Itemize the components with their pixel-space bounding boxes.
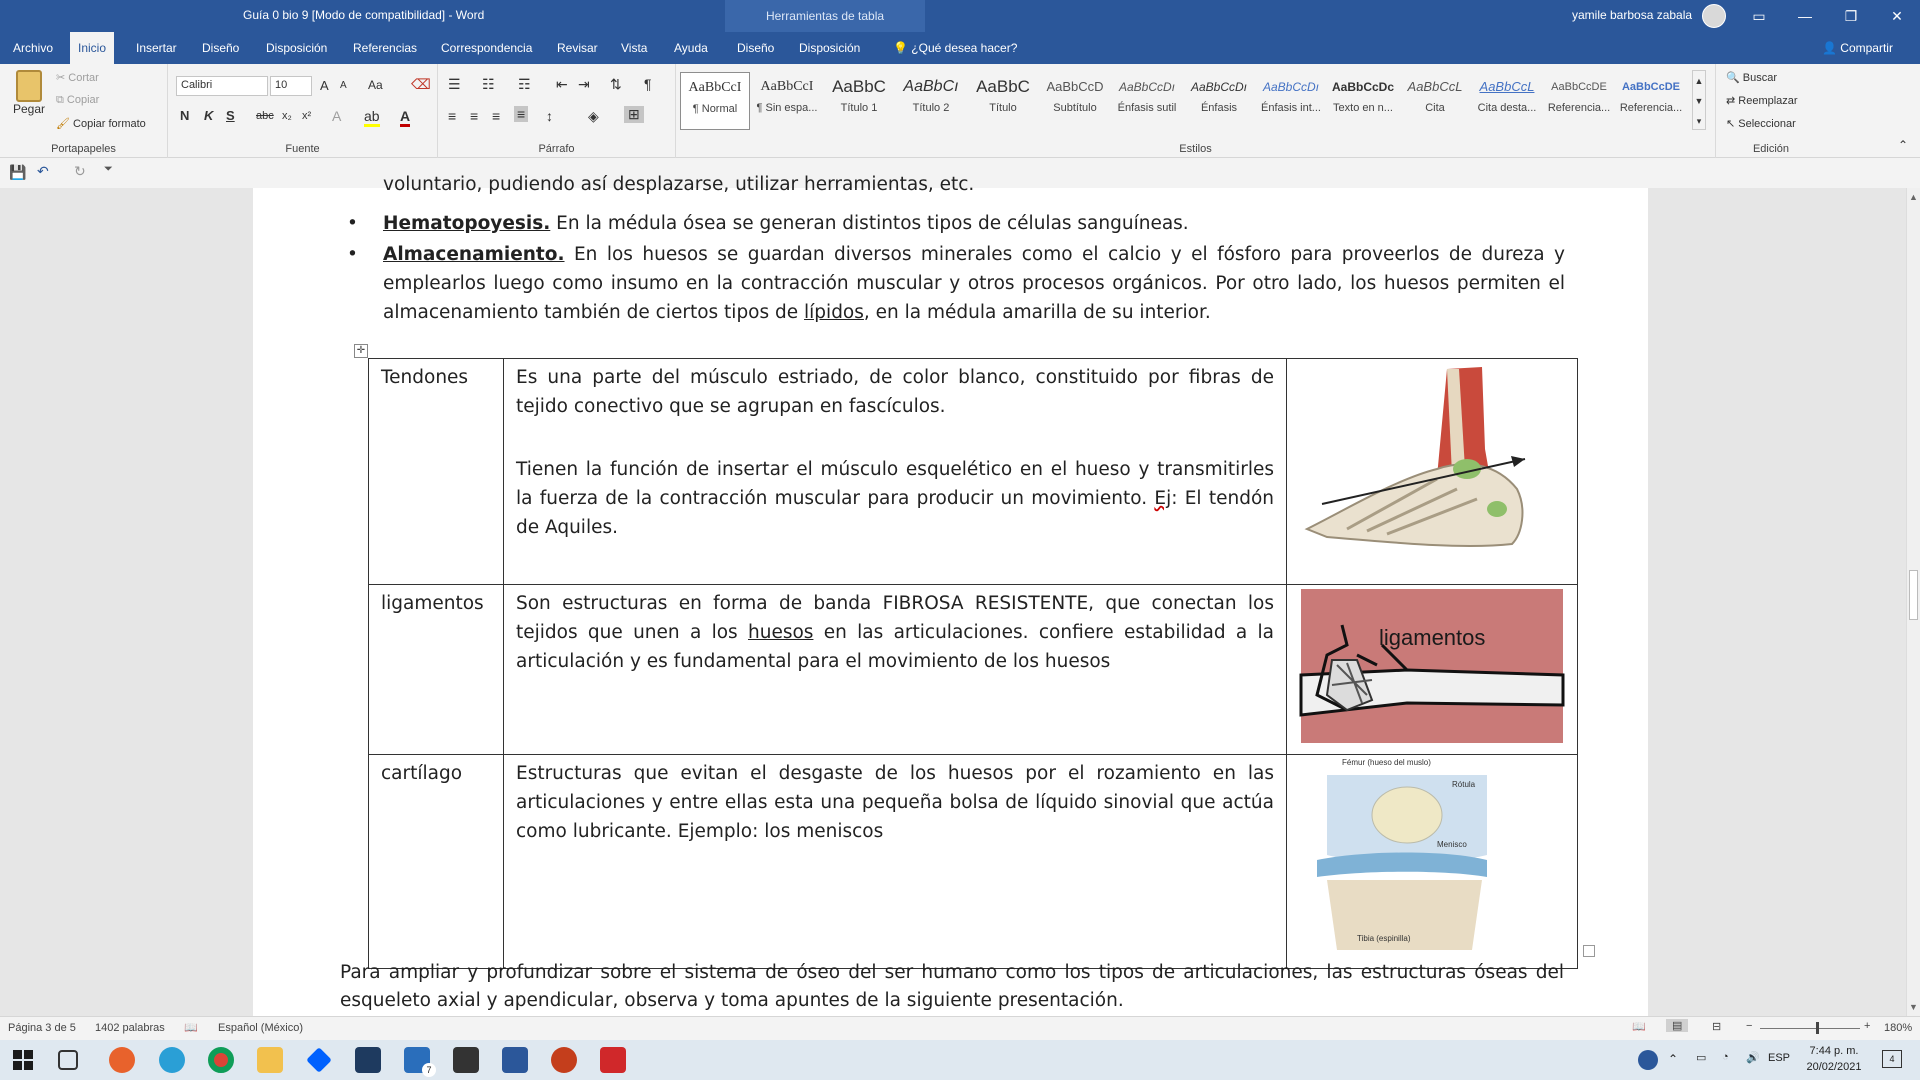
- tab-table-diseno[interactable]: Diseño: [737, 41, 775, 55]
- clear-format-icon[interactable]: ⌫: [411, 76, 431, 92]
- bold-button[interactable]: N: [180, 108, 190, 123]
- find-label: Buscar: [1742, 72, 1778, 84]
- style-preview: AaBbCcDı: [1190, 80, 1248, 94]
- scroll-down-icon[interactable]: ▼: [1909, 1002, 1918, 1012]
- web-layout-icon[interactable]: ⊟: [1712, 1021, 1722, 1033]
- cut-label: Cortar: [68, 72, 99, 84]
- grow-font-button[interactable]: A: [320, 78, 329, 93]
- context-tab-header: Herramientas de tabla: [725, 0, 925, 32]
- align-right-icon[interactable]: ≡: [492, 108, 501, 124]
- ie-icon[interactable]: [159, 1047, 185, 1073]
- styles-group: [676, 64, 1716, 158]
- document-area: [0, 174, 1906, 1016]
- bullet-text-end: , en la médula amarilla de su interior.: [863, 302, 1211, 323]
- tab-diseno[interactable]: Diseño: [202, 41, 240, 55]
- bullets-icon[interactable]: ☰: [448, 76, 461, 92]
- style-name: Subtítulo: [1053, 102, 1097, 114]
- proofing-icon[interactable]: 📖: [184, 1022, 198, 1034]
- word-count[interactable]: 1402 palabras: [95, 1022, 165, 1034]
- minimize-button[interactable]: —: [1798, 8, 1812, 24]
- heel-ligament: [1487, 501, 1507, 517]
- notifications-icon[interactable]: [1882, 1050, 1902, 1068]
- font-label: Fuente: [285, 143, 320, 155]
- tab-archivo[interactable]: Archivo: [13, 41, 54, 55]
- style-name: Énfasis: [1200, 102, 1238, 114]
- meniscus: [1317, 853, 1487, 878]
- replace-icon: ⇄: [1726, 95, 1739, 107]
- paste-label: Pegar: [12, 102, 46, 116]
- share-label: Compartir: [1840, 41, 1893, 55]
- tab-correspondencia[interactable]: Correspondencia: [441, 41, 533, 55]
- image-cell: [1287, 585, 1578, 755]
- description-cell: [504, 585, 1287, 755]
- style-name: Énfasis sutil: [1117, 102, 1177, 114]
- highlight-icon[interactable]: ab: [364, 108, 380, 127]
- style-titulo1[interactable]: [824, 72, 894, 130]
- knee-cartilage-illustration: [1287, 755, 1577, 959]
- description-text-end: : El tendón de Aquiles.: [516, 488, 1274, 538]
- vertical-scrollbar[interactable]: [1906, 188, 1920, 1016]
- bones-table: [368, 358, 1578, 969]
- task-view-icon[interactable]: [58, 1050, 78, 1070]
- store-icon[interactable]: [453, 1047, 479, 1073]
- font-name-select[interactable]: Calibri: [176, 76, 268, 96]
- redo-icon[interactable]: ↻: [74, 163, 86, 179]
- style-cita[interactable]: [1400, 72, 1470, 130]
- line-spacing-icon[interactable]: ↕: [546, 108, 553, 124]
- style-cita-destacada[interactable]: [1472, 72, 1542, 130]
- bullet-icon: •: [347, 244, 358, 265]
- style-preview: AaBbC: [832, 77, 886, 96]
- style-name: Referencia...: [1547, 102, 1611, 114]
- status-bar: [0, 1016, 1920, 1040]
- acrobat-icon[interactable]: [600, 1047, 626, 1073]
- tab-table-disposicion[interactable]: Disposición: [799, 41, 861, 55]
- bullet-term: Almacenamiento.: [383, 244, 565, 265]
- tibia-label: Tibia (espinilla): [1357, 934, 1411, 943]
- image-cell: [1287, 359, 1578, 585]
- file-explorer-icon[interactable]: [257, 1047, 283, 1073]
- style-preview: AaBbCcDı: [1262, 80, 1320, 94]
- style-preview: AaBbCcL: [1407, 79, 1463, 94]
- replace-label: Reemplazar: [1738, 95, 1798, 107]
- format-painter-button[interactable]: [56, 117, 146, 130]
- borders-icon[interactable]: ⊞: [624, 106, 644, 123]
- style-titulo[interactable]: [968, 72, 1038, 130]
- network-icon[interactable]: ▭: [1696, 1052, 1707, 1064]
- closing-paragraph: Para ampliar y profundizar sobre el sistema de óseo del ser humano como los tipos de articulaciones, las estructuras óseas del esqueleto axial y apendicular, observa y toma apuntes de la siguiente presentación.: [340, 962, 1564, 1011]
- clipboard-group: [0, 64, 168, 158]
- copy-label: Copiar: [66, 94, 100, 106]
- foot-tendon-illustration: [1287, 359, 1577, 575]
- decrease-indent-icon[interactable]: ⇤: [556, 76, 568, 92]
- mail-icon[interactable]: [404, 1047, 430, 1073]
- save-icon[interactable]: 💾: [9, 164, 27, 180]
- description-cell: Estructuras que evitan el desgaste de los huesos por el rozamiento en las articulaciones y entre ellas esta una pequeña bolsa de líquido sinovial que actúa como lubricante. Ejemplo: los meniscos: [504, 755, 1287, 969]
- document-page[interactable]: [253, 174, 1648, 1016]
- term-cell: Tendones: [369, 359, 504, 585]
- editing-group: [1716, 64, 1826, 158]
- paste-button[interactable]: [10, 70, 48, 116]
- share-button[interactable]: [1822, 32, 1893, 64]
- chrome-icon[interactable]: [208, 1047, 234, 1073]
- style-name: Título: [989, 102, 1017, 114]
- table-row: [369, 755, 1578, 969]
- cursor-icon: ↖: [1726, 118, 1739, 130]
- change-case-button[interactable]: Aa: [368, 78, 383, 92]
- top-line: voluntario, pudiendo así desplazarse, utilizar herramientas, etc.: [383, 174, 975, 195]
- mail-badge: 7: [422, 1063, 436, 1077]
- table-row: [369, 585, 1578, 755]
- bullet-text: En la médula ósea se generan distintos tipos de células sanguíneas.: [550, 213, 1189, 234]
- style-preview: AaBbCcI: [688, 80, 742, 95]
- style-enfasis[interactable]: [1184, 72, 1254, 130]
- rotula-label: Rótula: [1452, 780, 1476, 789]
- replace-button[interactable]: [1726, 94, 1798, 107]
- increase-indent-icon[interactable]: ⇥: [578, 76, 590, 92]
- style-preview: AaBbCcDE: [1551, 81, 1607, 93]
- zoom-level[interactable]: 180%: [1884, 1022, 1913, 1034]
- collapse-ribbon-icon[interactable]: ⌃: [1898, 138, 1909, 152]
- read-mode-icon[interactable]: 📖: [1632, 1021, 1646, 1033]
- style-name: Cita: [1425, 102, 1445, 114]
- shrink-font-button[interactable]: A: [340, 80, 347, 91]
- term-cell: cartílago: [369, 755, 504, 969]
- input-language[interactable]: ESP: [1768, 1052, 1791, 1064]
- ribbon-tabs: [0, 32, 1920, 64]
- style-name: Cita desta...: [1477, 102, 1537, 114]
- cut-button[interactable]: [56, 71, 99, 84]
- clipboard-label: Portapapeles: [51, 143, 116, 155]
- style-name: Título 2: [912, 102, 950, 114]
- volume-icon[interactable]: 🔊: [1746, 1052, 1760, 1064]
- ribbon: [0, 64, 1920, 158]
- find-button[interactable]: [1726, 71, 1777, 84]
- window-title: Guía 0 bio 9 [Modo de compatibilidad] - Word: [243, 8, 485, 22]
- customize-qat-icon[interactable]: ⏷: [104, 163, 113, 175]
- taskbar: [0, 1040, 1920, 1080]
- patella: [1372, 787, 1442, 843]
- style-name: Texto en n...: [1333, 102, 1393, 114]
- bullet-text: En los huesos se guardan diversos minerales como el calcio y el fósforo para proveerlos de dureza y emplearlos luego como insumo en la contracción muscular y otros procesos orgánicos. Por otro lado, los huesos permiten el almacenamiento también de ciertos tipos de: [383, 244, 1565, 323]
- underline-button[interactable]: S: [226, 108, 235, 123]
- image-cell: [1287, 755, 1578, 969]
- style-referencia-sutil[interactable]: [1544, 72, 1614, 130]
- tab-insertar[interactable]: Insertar: [136, 41, 177, 55]
- tab-inicio[interactable]: Inicio: [70, 32, 114, 64]
- undo-icon[interactable]: ↶: [37, 163, 49, 179]
- description-text-end: en las articulaciones. confiere estabilidad a la articulación y es fundamental para el movimiento de los huesos: [516, 622, 1275, 672]
- select-label: Seleccionar: [1738, 118, 1796, 130]
- subscript-button[interactable]: x₂: [282, 110, 292, 122]
- language-indicator[interactable]: Español (México): [218, 1022, 303, 1034]
- strikethrough-button[interactable]: abc: [256, 110, 274, 122]
- multilevel-list-icon[interactable]: ☶: [518, 76, 531, 92]
- zoom-out-icon[interactable]: −: [1746, 1020, 1753, 1032]
- scroll-thumb[interactable]: [1909, 570, 1918, 620]
- lipidos-link[interactable]: lípidos: [804, 302, 864, 323]
- notification-count: 4: [1889, 1054, 1895, 1064]
- femur-label: Fémur (hueso del muslo): [1342, 758, 1431, 767]
- search-icon: 🔍: [1726, 72, 1743, 84]
- app-icon[interactable]: [355, 1047, 381, 1073]
- style-texto-negrita[interactable]: [1328, 72, 1398, 130]
- user-name[interactable]: yamile barbosa zabala: [1572, 8, 1693, 22]
- style-referencia-intensa[interactable]: [1616, 72, 1686, 130]
- page-counter[interactable]: Página 3 de 5: [8, 1022, 76, 1034]
- description-paragraph: [516, 455, 1274, 542]
- firefox-icon[interactable]: [109, 1047, 135, 1073]
- description-text: Son estructuras en forma de banda FIBROSA RESISTENTE, que conectan los tejidos que unen a los: [516, 593, 1274, 643]
- style-preview: AaBbCcL: [1479, 79, 1535, 94]
- zoom-in-icon[interactable]: +: [1864, 1020, 1871, 1032]
- print-layout-icon[interactable]: ▤: [1666, 1019, 1688, 1032]
- wifi-icon[interactable]: ◔: [1722, 1051, 1729, 1063]
- description-cell: [504, 359, 1287, 585]
- style-name: Título 1: [840, 102, 878, 114]
- justify-icon[interactable]: ≡: [514, 106, 528, 122]
- tell-me-text: ¿Qué desea hacer?: [911, 41, 1018, 55]
- style-name: ¶ Normal: [692, 103, 738, 115]
- style-normal[interactable]: [680, 72, 750, 130]
- brush-icon: 🖌: [56, 118, 74, 130]
- close-button[interactable]: ✕: [1891, 8, 1903, 24]
- clock-date: 20/02/2021: [1806, 1061, 1862, 1073]
- tab-vista[interactable]: Vista: [621, 41, 648, 55]
- avatar[interactable]: [1702, 4, 1726, 28]
- sort-icon[interactable]: ⇅: [610, 76, 622, 92]
- bullet-almacenamiento: [383, 240, 1565, 327]
- shading-icon[interactable]: ◈: [588, 108, 599, 124]
- lightbulb-icon: 💡: [893, 41, 908, 55]
- select-button[interactable]: [1726, 117, 1796, 130]
- style-enfasis-intenso[interactable]: [1256, 72, 1326, 130]
- bullet-icon: •: [347, 213, 358, 234]
- spelling-error[interactable]: Ej: [1154, 488, 1172, 509]
- style-preview: AaBbCcI: [760, 79, 814, 94]
- style-name: Referencia...: [1619, 102, 1683, 114]
- menisco-label: Menisco: [1437, 840, 1467, 849]
- elbow-ligament-illustration: [1287, 585, 1577, 745]
- term-cell: ligamentos: [369, 585, 504, 755]
- ligamentos-image-label: ligamentos: [1379, 625, 1486, 650]
- table-resize-handle-icon[interactable]: [1583, 945, 1595, 957]
- align-center-icon[interactable]: ≡: [470, 108, 479, 124]
- scroll-up-icon[interactable]: ▲: [1909, 192, 1918, 202]
- ribbon-display-options-icon[interactable]: ▭: [1752, 8, 1766, 24]
- description-paragraph: Es una parte del músculo estriado, de color blanco, constituido por fibras de tejido conectivo que se agrupan en fascículos.: [516, 367, 1274, 417]
- style-preview: AaBbCcDc: [1331, 80, 1394, 94]
- style-preview: AaBbCcD: [1046, 79, 1104, 94]
- copy-icon: ⧉: [56, 94, 67, 106]
- style-enfasis-sutil[interactable]: [1112, 72, 1182, 130]
- style-subtitulo[interactable]: [1040, 72, 1110, 130]
- tell-me-box[interactable]: [885, 32, 1025, 64]
- style-preview: AaBbCı: [903, 78, 959, 95]
- tab-revisar[interactable]: Revisar: [557, 41, 598, 55]
- scissors-icon: ✂: [56, 72, 69, 84]
- text-effects-icon[interactable]: A: [332, 108, 342, 124]
- editing-label: Edición: [1752, 143, 1790, 155]
- style-name: ¶ Sin espa...: [756, 102, 818, 114]
- style-preview: AaBbCcDE: [1621, 81, 1681, 93]
- copy-button[interactable]: [56, 94, 99, 107]
- style-titulo2[interactable]: [896, 72, 966, 130]
- font-color-icon[interactable]: A: [400, 108, 410, 127]
- huesos-link[interactable]: huesos: [748, 622, 814, 643]
- tab-disposicion[interactable]: Disposición: [266, 41, 328, 55]
- format-painter-label: Copiar formato: [73, 118, 146, 130]
- title-bar: [0, 0, 1920, 32]
- styles-label: Estilos: [1179, 143, 1212, 155]
- style-name: Énfasis int...: [1261, 102, 1321, 114]
- clipboard-icon: [16, 70, 42, 102]
- zoom-slider[interactable]: [1760, 1028, 1860, 1029]
- powerpoint-icon[interactable]: [551, 1047, 577, 1073]
- restore-button[interactable]: ❐: [1844, 8, 1858, 24]
- windows-start-icon[interactable]: [13, 1050, 33, 1070]
- bullet-hematopoyesis: [383, 209, 1565, 238]
- align-left-icon[interactable]: ≡: [448, 108, 457, 124]
- clock[interactable]: [1804, 1043, 1864, 1075]
- numbering-icon[interactable]: ☷: [482, 76, 495, 92]
- description-text: Tienen la función de insertar el músculo esquelético en el hueso y transmitirles la fuerza de la contracción muscular para producir un movimiento.: [516, 459, 1274, 509]
- dropbox-icon[interactable]: [306, 1047, 332, 1073]
- tab-referencias[interactable]: Referencias: [353, 41, 418, 55]
- font-group: [168, 64, 438, 158]
- zoom-slider-thumb[interactable]: [1816, 1022, 1819, 1034]
- help-icon[interactable]: [1638, 1050, 1658, 1070]
- italic-button[interactable]: K: [204, 108, 214, 123]
- word-taskbar-icon[interactable]: [502, 1047, 528, 1073]
- bullet-term: Hematopoyesis.: [383, 213, 551, 234]
- arrow-head: [1511, 456, 1525, 467]
- style-preview: AaBbC: [976, 77, 1030, 96]
- style-sin-espaciado[interactable]: [752, 72, 822, 130]
- person-icon: 👤: [1822, 41, 1837, 55]
- paragraph-label: Párrafo: [538, 143, 575, 155]
- superscript-button[interactable]: x²: [302, 110, 312, 122]
- tray-chevron-icon[interactable]: ⌃: [1668, 1052, 1679, 1066]
- styles-scroll-icon[interactable]: ▲ ▼ ▾: [1692, 70, 1706, 130]
- table-row: [369, 359, 1578, 585]
- tab-ayuda[interactable]: Ayuda: [674, 41, 708, 55]
- font-size-select[interactable]: 10: [270, 76, 312, 96]
- show-marks-icon[interactable]: ¶: [644, 76, 652, 92]
- style-preview: AaBbCcDı: [1118, 80, 1176, 94]
- clock-time: 7:44 p. m.: [1809, 1045, 1859, 1057]
- table-move-handle-icon[interactable]: ✛: [354, 344, 368, 358]
- paragraph-group: [438, 64, 676, 158]
